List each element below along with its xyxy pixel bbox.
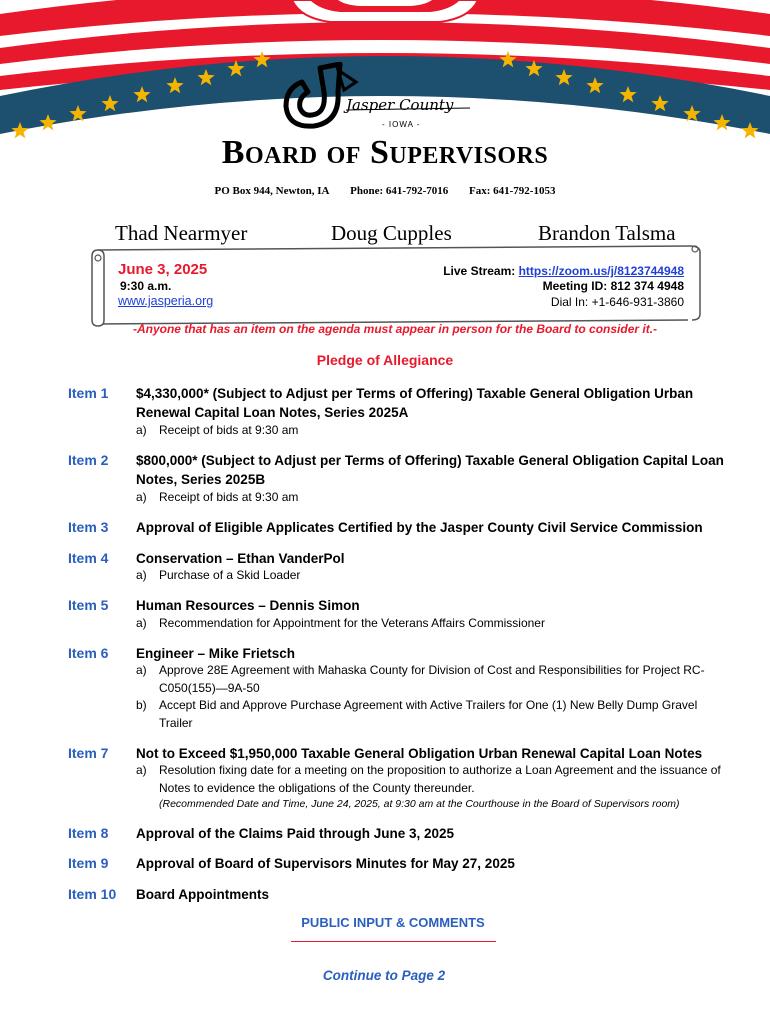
item-title: Board Appointments xyxy=(136,887,269,902)
logo-state: - IOWA - xyxy=(382,120,421,129)
meeting-id: Meeting ID: 812 374 4948 xyxy=(542,279,684,293)
item-label: Item 10 xyxy=(68,886,117,902)
sub-item-text: Accept Bid and Approve Purchase Agreement with Active Trailers for One (1) New Belly Dump Gravel Trailer xyxy=(159,698,698,730)
dial-in: Dial In: +1-646-931-3860 xyxy=(550,295,684,309)
member-name-1: Thad Nearmyer xyxy=(115,221,248,245)
page-title: Board of Supervisors xyxy=(221,134,549,171)
item-label: Item 7 xyxy=(68,745,109,761)
item-title: Approval of Board of Supervisors Minutes for May 27, 2025 xyxy=(136,856,515,871)
sub-item xyxy=(136,615,726,633)
meeting-time: 9:30 a.m. xyxy=(120,279,172,293)
item-label: Item 8 xyxy=(68,825,109,841)
item-title: Approval of the Claims Paid through June 3, 2025 xyxy=(136,826,455,841)
sub-item-text: Resolution fixing date for a meeting on the proposition to authorize a Loan Agreement and the issuance of Notes to evidence the obligations of the County thereunder. xyxy=(159,763,721,795)
pledge-heading: Pledge of Allegiance xyxy=(316,352,454,368)
meeting-date: June 3, 2025 xyxy=(118,261,208,278)
item-title: Conservation – Ethan VanderPol xyxy=(136,551,345,566)
sub-item xyxy=(136,697,726,732)
sub-item-letter: b) xyxy=(136,698,147,712)
member-name-2: Doug Cupples xyxy=(331,221,452,245)
item-title: Human Resources – Dennis Simon xyxy=(136,598,360,613)
sub-item xyxy=(136,662,726,697)
item-title: $4,330,000* (Subject to Adjust per Terms of Offering) Taxable General Obligation Urban Renewal Capital Loan Notes, Series 2025A xyxy=(136,386,694,420)
item-title: $800,000* (Subject to Adjust per Terms of Offering) Taxable General Obligation Capital Loan Notes, Series 2025B xyxy=(136,453,724,487)
item-label: Item 1 xyxy=(68,385,109,401)
item-title: Approval of Eligible Applicates Certified by the Jasper County Civil Service Commission xyxy=(136,520,703,535)
live-stream-label: Live Stream: xyxy=(443,264,516,278)
item-note: (Recommended Date and Time, June 24, 2025, at 9:30 am at the Courthouse in the Board of Supervisors room) xyxy=(159,798,680,810)
divider xyxy=(291,941,496,942)
sub-item-letter: a) xyxy=(136,568,147,582)
sub-item-text: Purchase of a Skid Loader xyxy=(159,568,301,582)
sub-item-letter: a) xyxy=(136,490,147,504)
sub-item-text: Receipt of bids at 9:30 am xyxy=(159,423,299,437)
fax: Fax: 641-792-1053 xyxy=(469,185,556,197)
website-link[interactable]: www.jasperia.org xyxy=(118,294,214,308)
item-label: Item 4 xyxy=(68,550,109,566)
sub-item-letter: a) xyxy=(136,616,147,630)
sub-item xyxy=(136,422,726,440)
phone: Phone: 641-792-7016 xyxy=(350,185,449,197)
sub-item-letter: a) xyxy=(136,423,147,437)
item-title: Not to Exceed $1,950,000 Taxable General Obligation Urban Renewal Capital Loan Notes xyxy=(136,746,703,761)
continue-link[interactable]: Continue to Page 2 xyxy=(322,968,446,983)
logo-county-name: Jasper County xyxy=(346,96,454,114)
jasper-county-logo xyxy=(280,62,480,142)
agenda-notice: -Anyone that has an item on the agenda must appear in person for the Board to consider it.- xyxy=(132,322,658,336)
live-stream-link[interactable]: https://zoom.us/j/8123744948 xyxy=(518,264,684,278)
sub-item-letter: a) xyxy=(136,663,147,677)
item-label: Item 2 xyxy=(68,452,109,468)
contact-line xyxy=(0,185,770,197)
member-name-3: Brandon Talsma xyxy=(538,221,676,245)
public-input-heading: PUBLIC INPUT & COMMENTS xyxy=(301,915,485,930)
po-box: PO Box 944, Newton, IA xyxy=(214,185,330,197)
item-label: Item 6 xyxy=(68,645,109,661)
live-stream xyxy=(443,264,684,278)
item-label: Item 3 xyxy=(68,519,109,535)
sub-item-text: Recommendation for Appointment for the Veterans Affairs Commissioner xyxy=(159,616,545,630)
sub-item-text: Receipt of bids at 9:30 am xyxy=(159,490,299,504)
sub-item xyxy=(136,489,726,507)
sub-item xyxy=(136,567,726,585)
sub-item xyxy=(136,762,726,797)
sub-item-text: Approve 28E Agreement with Mahaska County for Division of Cost and Responsibilities for Project RC-C050(155)—9A-50 xyxy=(159,663,705,695)
item-title: Engineer – Mike Frietsch xyxy=(136,646,296,661)
sub-item-letter: a) xyxy=(136,763,147,777)
item-label: Item 9 xyxy=(68,855,109,871)
item-label: Item 5 xyxy=(68,597,109,613)
